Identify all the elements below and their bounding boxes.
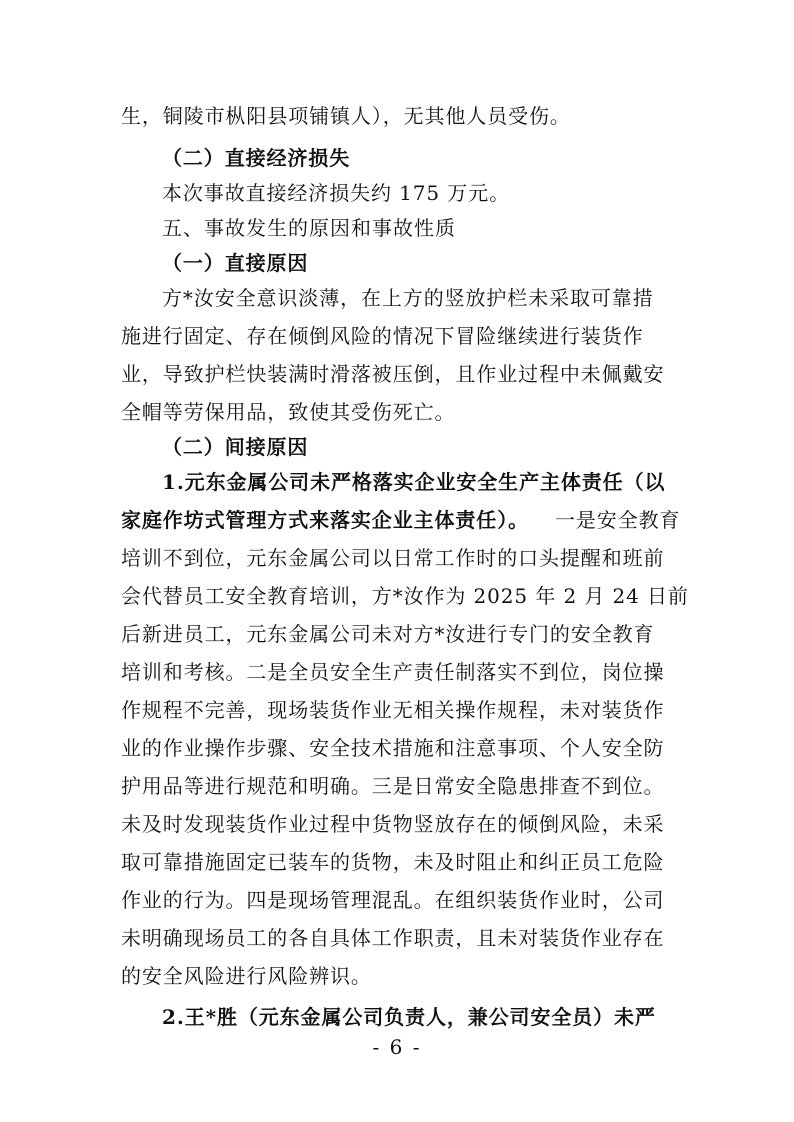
paragraph-line: 全帽等劳保用品，致使其受伤死亡。: [121, 400, 456, 424]
section-heading-causes: 五、事故发生的原因和事故性质: [162, 216, 456, 240]
paragraph-line: 业，导致护栏快装满时滑落被压倒，且作业过程中未佩戴安: [121, 362, 665, 386]
paragraph-line: 本次事故直接经济损失约 175 万元。: [162, 181, 510, 205]
subheading-direct-cause: （一）直接原因: [162, 251, 309, 275]
bold-cause-heading-1-cont: 家庭作坊式管理方式来落实企业主体责任）。: [121, 508, 529, 532]
paragraph-line: 后新进员工，元东金属公司未对方*汝进行专门的安全教育: [121, 622, 655, 646]
paragraph-line: 未及时发现装货作业过程中货物竖放存在的倾倒风险，未采: [121, 812, 665, 836]
subheading-indirect-cause: （二）间接原因: [162, 435, 309, 459]
paragraph-line: 会代替员工安全教育培训，方*汝作为 2025 年 2 月 24 日前: [121, 584, 689, 608]
paragraph-line: 作规程不完善，现场装货作业无相关操作规程，未对装货作: [121, 698, 665, 722]
subheading-direct-economic-loss: （二）直接经济损失: [162, 146, 351, 170]
paragraph-line: 生，铜陵市枞阳县项铺镇人），无其他人员受伤。: [121, 104, 571, 128]
paragraph-line: 业的作业操作步骤、安全技术措施和注意事项、个人安全防: [121, 736, 665, 760]
paragraph-line: 施进行固定、存在倾倒风险的情况下冒险继续进行装货作: [121, 324, 644, 348]
bold-cause-heading-2: 2.王*胜（元东金属公司负责人，兼公司安全员）未严: [162, 1005, 656, 1029]
paragraph-line: 未明确现场员工的各自具体工作职责，且未对装货作业存在: [121, 926, 665, 950]
bold-cause-heading-1: 1.元东金属公司未严格落实企业安全生产主体责任（以: [162, 470, 666, 494]
paragraph-line: 培训不到位，元东金属公司以日常工作时的口头提醒和班前: [121, 546, 665, 570]
paragraph-line: 的安全风险进行风险辨识。: [121, 964, 372, 988]
paragraph-line: 作业的行为。四是现场管理混乱。在组织装货作业时，公司: [121, 888, 665, 912]
paragraph-line: 一是安全教育: [555, 508, 681, 532]
paragraph-line: 护用品等进行规范和明确。三是日常安全隐患排查不到位。: [121, 774, 665, 798]
page-number: - 6 -: [372, 1035, 422, 1059]
paragraph-line: 方*汝安全意识淡薄，在上方的竖放护栏未采取可靠措: [162, 286, 654, 310]
paragraph-line: 培训和考核。二是全员安全生产责任制落实不到位，岗位操: [121, 660, 665, 684]
paragraph-line: 取可靠措施固定已装车的货物，未及时阻止和纠正员工危险: [121, 850, 665, 874]
